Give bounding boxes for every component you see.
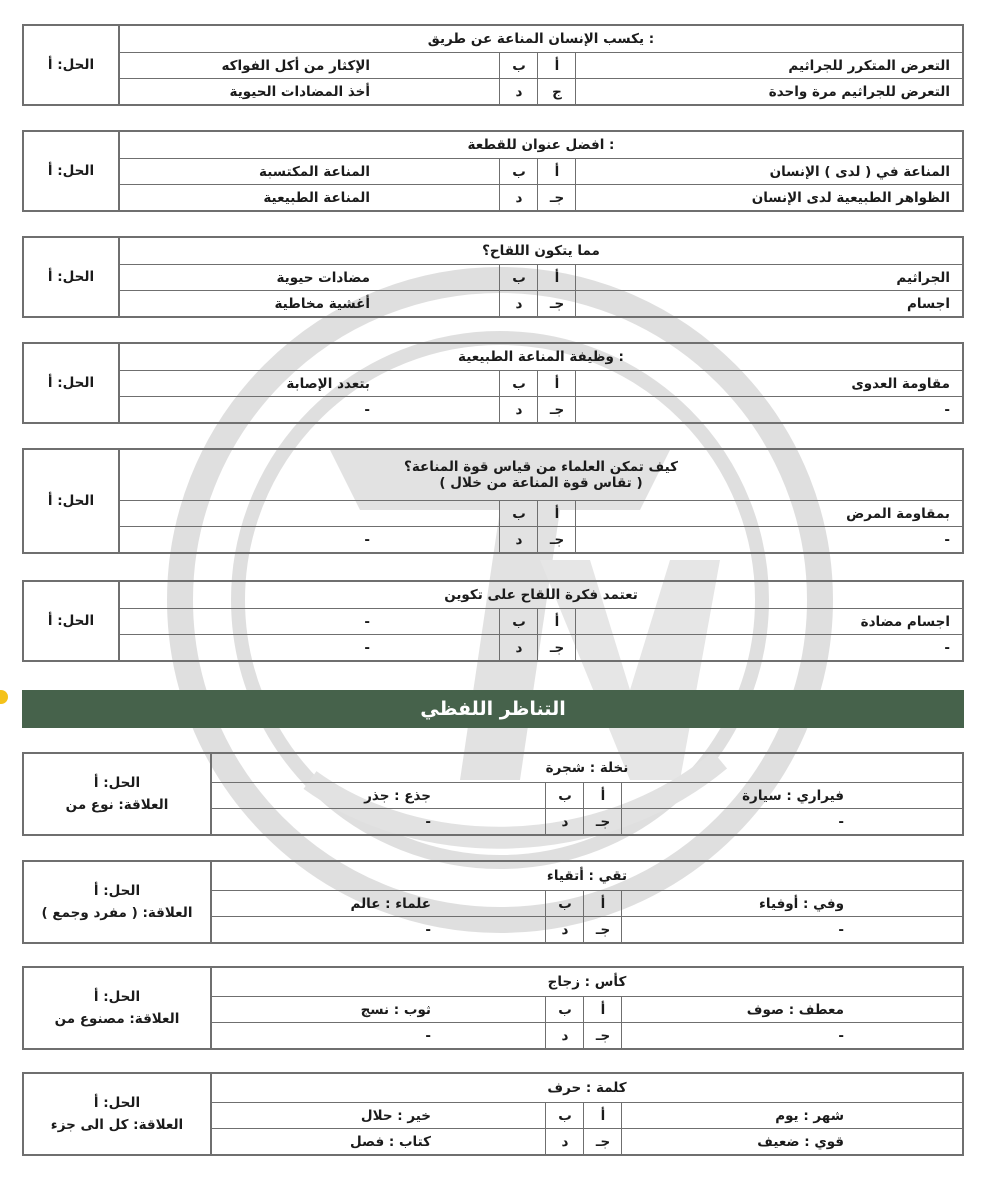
option-row bbox=[120, 608, 962, 635]
relation-text: العلاقة: مصنوع من bbox=[54, 1011, 180, 1027]
option-letter: ب bbox=[512, 58, 526, 74]
pair-text: كلمة : حرف bbox=[547, 1080, 627, 1096]
option-text: قوي : ضعيف bbox=[757, 1134, 844, 1150]
option-letter: أ bbox=[554, 270, 560, 286]
option-text: أخذ المضادات الحيوية bbox=[229, 84, 370, 100]
section-banner bbox=[22, 690, 964, 728]
analogy-pair bbox=[212, 968, 962, 996]
question-text bbox=[120, 450, 962, 500]
option-text: ثوب : نسج bbox=[360, 1002, 431, 1018]
question-line: يكسب الإنسان المناعة عن طريق : bbox=[427, 31, 655, 47]
analogy-pair bbox=[212, 1074, 962, 1102]
pair-text: نخلة : شجرة bbox=[545, 760, 629, 776]
option-letter: ب bbox=[512, 270, 526, 286]
option-text: - bbox=[425, 922, 431, 938]
option-text: الظواهر الطبيعية لدى الإنسان bbox=[751, 190, 950, 206]
option-row bbox=[212, 782, 962, 809]
option-text: الجراثيم bbox=[896, 270, 950, 286]
option-row bbox=[120, 78, 962, 105]
option-row bbox=[120, 370, 962, 397]
option-text: أغشية مخاطية bbox=[274, 296, 370, 312]
question-block bbox=[22, 342, 964, 424]
option-row bbox=[212, 808, 962, 835]
option-text: علماء : عالم bbox=[350, 896, 431, 912]
solution-cell bbox=[24, 754, 212, 834]
option-text: خير : حلال bbox=[360, 1108, 431, 1124]
pair-text: تقي : أتقياء bbox=[546, 868, 628, 884]
solution-text: الحل: أ bbox=[93, 883, 141, 899]
option-letter: أ bbox=[554, 58, 560, 74]
option-text: مضادات حيوية bbox=[276, 270, 370, 286]
solution-text: الحل: أ bbox=[47, 163, 95, 179]
option-letter: ب bbox=[558, 1002, 572, 1018]
solution-cell bbox=[24, 1074, 212, 1154]
option-letter: أ bbox=[600, 1002, 606, 1018]
option-letter: جـ bbox=[595, 1028, 611, 1044]
option-text: التعرض للجراثيم مرة واحدة bbox=[768, 84, 950, 100]
option-letter: د bbox=[561, 1134, 569, 1150]
option-row bbox=[120, 184, 962, 211]
option-text: - bbox=[838, 1028, 844, 1044]
solution-text: الحل: أ bbox=[93, 775, 141, 791]
option-text: - bbox=[364, 402, 370, 418]
relation-text: العلاقة: ( مفرد وجمع ) bbox=[41, 905, 193, 921]
option-row bbox=[212, 1022, 962, 1049]
option-letter: ب bbox=[558, 1108, 572, 1124]
option-text: اجسام مضادة bbox=[860, 614, 950, 630]
question-text bbox=[120, 26, 962, 52]
option-row bbox=[212, 996, 962, 1023]
solution-text: الحل: أ bbox=[47, 57, 95, 73]
question-text bbox=[120, 132, 962, 158]
solution-text: الحل: أ bbox=[93, 989, 141, 1005]
question-text bbox=[120, 582, 962, 608]
option-row bbox=[120, 526, 962, 553]
analogy-block bbox=[22, 860, 964, 944]
question-block bbox=[22, 448, 964, 554]
option-text: المناعة المكتسبة bbox=[259, 164, 370, 180]
option-letter: أ bbox=[554, 164, 560, 180]
question-block bbox=[22, 24, 964, 106]
option-letter: جـ bbox=[549, 296, 565, 312]
option-letter: جـ bbox=[549, 402, 565, 418]
option-text: فيراري : سيارة bbox=[742, 788, 844, 804]
marker-dot bbox=[0, 690, 8, 704]
option-text: - bbox=[838, 814, 844, 830]
option-text bbox=[120, 501, 500, 527]
option-text: جذع : جذر bbox=[364, 788, 431, 804]
option-text: معطف : صوف bbox=[746, 1002, 844, 1018]
option-letter: د bbox=[515, 532, 523, 548]
option-row bbox=[120, 634, 962, 661]
option-letter: أ bbox=[554, 614, 560, 630]
option-letter: د bbox=[561, 814, 569, 830]
solution-text: الحل: أ bbox=[47, 493, 95, 509]
option-text: شهر : يوم bbox=[775, 1108, 844, 1124]
option-letter: د bbox=[515, 640, 523, 656]
solution-cell bbox=[24, 582, 120, 660]
analogy-pair bbox=[212, 862, 962, 890]
option-text: بمقاومة المرض bbox=[846, 506, 950, 522]
option-letter: ب bbox=[512, 376, 526, 392]
solution-cell bbox=[24, 238, 120, 316]
option-letter: جـ bbox=[549, 532, 565, 548]
relation-text: العلاقة: كل الى جزء bbox=[50, 1117, 184, 1133]
option-row bbox=[212, 1128, 962, 1155]
solution-cell bbox=[24, 26, 120, 104]
question-line: مما يتكون اللقاح؟ bbox=[482, 243, 600, 259]
option-text: - bbox=[425, 1028, 431, 1044]
option-letter: أ bbox=[554, 376, 560, 392]
pair-text: كأس : زجاج bbox=[547, 974, 627, 990]
option-text: بتعدد الإصابة bbox=[286, 376, 370, 392]
solution-cell bbox=[24, 450, 120, 552]
option-letter: جـ bbox=[595, 1134, 611, 1150]
option-text: المناعة في ( لدى ) الإنسان bbox=[769, 164, 950, 180]
solution-cell bbox=[24, 132, 120, 210]
option-text: التعرض المتكرر للجراثيم bbox=[788, 58, 950, 74]
relation-text: العلاقة: نوع من bbox=[65, 797, 169, 813]
option-text: - bbox=[944, 532, 950, 548]
option-letter: ب bbox=[512, 164, 526, 180]
option-text: الإكثار من أكل الفواكه bbox=[221, 58, 370, 74]
option-row bbox=[120, 52, 962, 79]
option-text: - bbox=[425, 814, 431, 830]
analogy-pair bbox=[212, 754, 962, 782]
solution-text: الحل: أ bbox=[93, 1095, 141, 1111]
option-letter: أ bbox=[600, 896, 606, 912]
option-letter: جـ bbox=[549, 640, 565, 656]
option-row bbox=[120, 290, 962, 317]
option-text: - bbox=[944, 402, 950, 418]
analogy-block bbox=[22, 966, 964, 1050]
question-text bbox=[120, 344, 962, 370]
question-text bbox=[120, 238, 962, 264]
option-letter: ب bbox=[558, 788, 572, 804]
option-letter: ج bbox=[552, 84, 562, 100]
option-letter: د bbox=[515, 296, 523, 312]
option-text: - bbox=[364, 640, 370, 656]
option-letter: د bbox=[515, 190, 523, 206]
option-row bbox=[120, 396, 962, 423]
question-block bbox=[22, 580, 964, 662]
option-row bbox=[120, 158, 962, 185]
question-block bbox=[22, 130, 964, 212]
analogy-block bbox=[22, 752, 964, 836]
option-letter: أ bbox=[600, 788, 606, 804]
option-text: المناعة الطبيعية bbox=[263, 190, 370, 206]
option-row bbox=[120, 500, 962, 527]
analogy-block bbox=[22, 1072, 964, 1156]
option-text: كتاب : فصل bbox=[350, 1134, 431, 1150]
option-row bbox=[212, 890, 962, 917]
question-line: وظيفة المناعة الطبيعية : bbox=[458, 349, 624, 365]
option-text: - bbox=[944, 640, 950, 656]
solution-cell bbox=[24, 344, 120, 422]
option-letter: جـ bbox=[595, 814, 611, 830]
option-text: مقاومة العدوى bbox=[851, 376, 950, 392]
solution-text: الحل: أ bbox=[47, 613, 95, 629]
option-letter: ب bbox=[512, 506, 526, 522]
question-line: كيف تمكن العلماء من قياس قوة المناعة؟ bbox=[403, 459, 678, 475]
option-letter: ب bbox=[558, 896, 572, 912]
option-text: اجسام bbox=[906, 296, 950, 312]
solution-text: الحل: أ bbox=[47, 269, 95, 285]
option-text: - bbox=[364, 614, 370, 630]
solution-cell bbox=[24, 862, 212, 942]
option-row bbox=[212, 1102, 962, 1129]
option-row bbox=[120, 264, 962, 291]
option-letter: د bbox=[561, 1028, 569, 1044]
option-letter: د bbox=[515, 402, 523, 418]
section-title: التناظر اللفظي bbox=[420, 698, 566, 720]
option-row bbox=[212, 916, 962, 943]
question-block bbox=[22, 236, 964, 318]
option-letter: د bbox=[515, 84, 523, 100]
option-letter: أ bbox=[600, 1108, 606, 1124]
option-letter: جـ bbox=[549, 190, 565, 206]
solution-text: الحل: أ bbox=[47, 375, 95, 391]
option-text: - bbox=[838, 922, 844, 938]
solution-cell bbox=[24, 968, 212, 1048]
option-letter: أ bbox=[554, 506, 560, 522]
option-text: - bbox=[364, 532, 370, 548]
option-text: وفي : أوفياء bbox=[758, 896, 844, 912]
question-line: تعتمد فكرة اللقاح على تكوين bbox=[444, 587, 638, 603]
option-letter: ب bbox=[512, 614, 526, 630]
question-line: ( تقاس قوة المناعة من خلال ) bbox=[439, 475, 643, 491]
option-letter: د bbox=[561, 922, 569, 938]
option-letter: جـ bbox=[595, 922, 611, 938]
question-line: افضل عنوان للقطعة : bbox=[467, 137, 615, 153]
